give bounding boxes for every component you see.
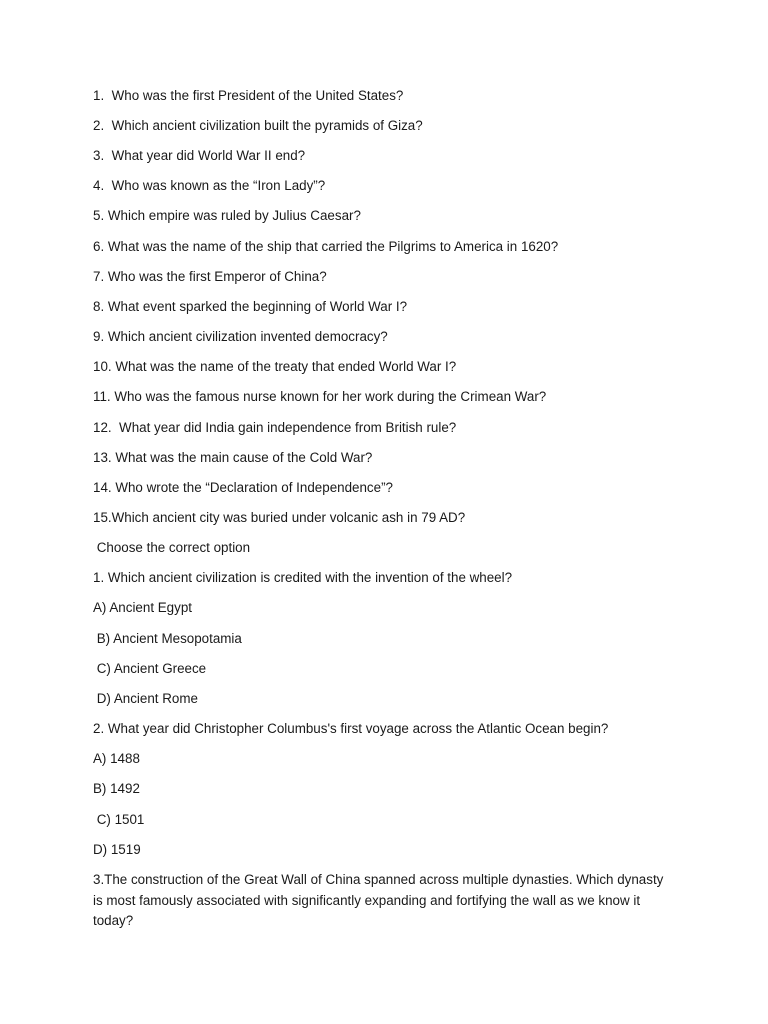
mcq-1-option-a: A) Ancient Egypt <box>93 600 192 615</box>
mcq-question-2: 2. What year did Christopher Columbus's first voyage across the Atlantic Ocean begin? <box>93 721 609 736</box>
question-8: 8. What event sparked the beginning of World War I? <box>93 299 408 314</box>
mcq-2-option-d: D) 1519 <box>93 842 141 857</box>
question-3: 3. What year did World War II end? <box>93 148 306 163</box>
mcq-2-option-a: A) 1488 <box>93 751 140 766</box>
mcq-question-3: 3.The construction of the Great Wall of China spanned across multiple dynasties. Which dynasty is most famously associated with significantly expanding and fortifying the wall as we know it today? <box>93 872 664 928</box>
mcq-1-option-d: D) Ancient Rome <box>93 691 198 706</box>
question-10: 10. What was the name of the treaty that ended World War I? <box>93 359 457 374</box>
question-5: 5. Which empire was ruled by Julius Caesar? <box>93 208 361 223</box>
question-7: 7. Who was the first Emperor of China? <box>93 269 327 284</box>
mcq-2-option-b: B) 1492 <box>93 781 140 796</box>
mcq-heading: Choose the correct option <box>93 540 251 555</box>
question-12: 12. What year did India gain independence from British rule? <box>93 420 457 435</box>
question-9: 9. Which ancient civilization invented democracy? <box>93 329 388 344</box>
question-13: 13. What was the main cause of the Cold War? <box>93 450 373 465</box>
question-6: 6. What was the name of the ship that carried the Pilgrims to America in 1620? <box>93 239 559 254</box>
mcq-question-1: 1. Which ancient civilization is credited with the invention of the wheel? <box>93 570 513 585</box>
question-11: 11. Who was the famous nurse known for her work during the Crimean War? <box>93 389 547 404</box>
mcq-2-option-c: C) 1501 <box>93 812 145 827</box>
mcq-1-option-c: C) Ancient Greece <box>93 661 207 676</box>
question-15: 15.Which ancient city was buried under volcanic ash in 79 AD? <box>93 510 466 525</box>
question-1: 1. Who was the first President of the United States? <box>93 88 404 103</box>
mcq-1-option-b: B) Ancient Mesopotamia <box>93 631 242 646</box>
question-14: 14. Who wrote the “Declaration of Independence”? <box>93 480 393 495</box>
question-2: 2. Which ancient civilization built the pyramids of Giza? <box>93 118 423 133</box>
question-4: 4. Who was known as the “Iron Lady”? <box>93 178 326 193</box>
